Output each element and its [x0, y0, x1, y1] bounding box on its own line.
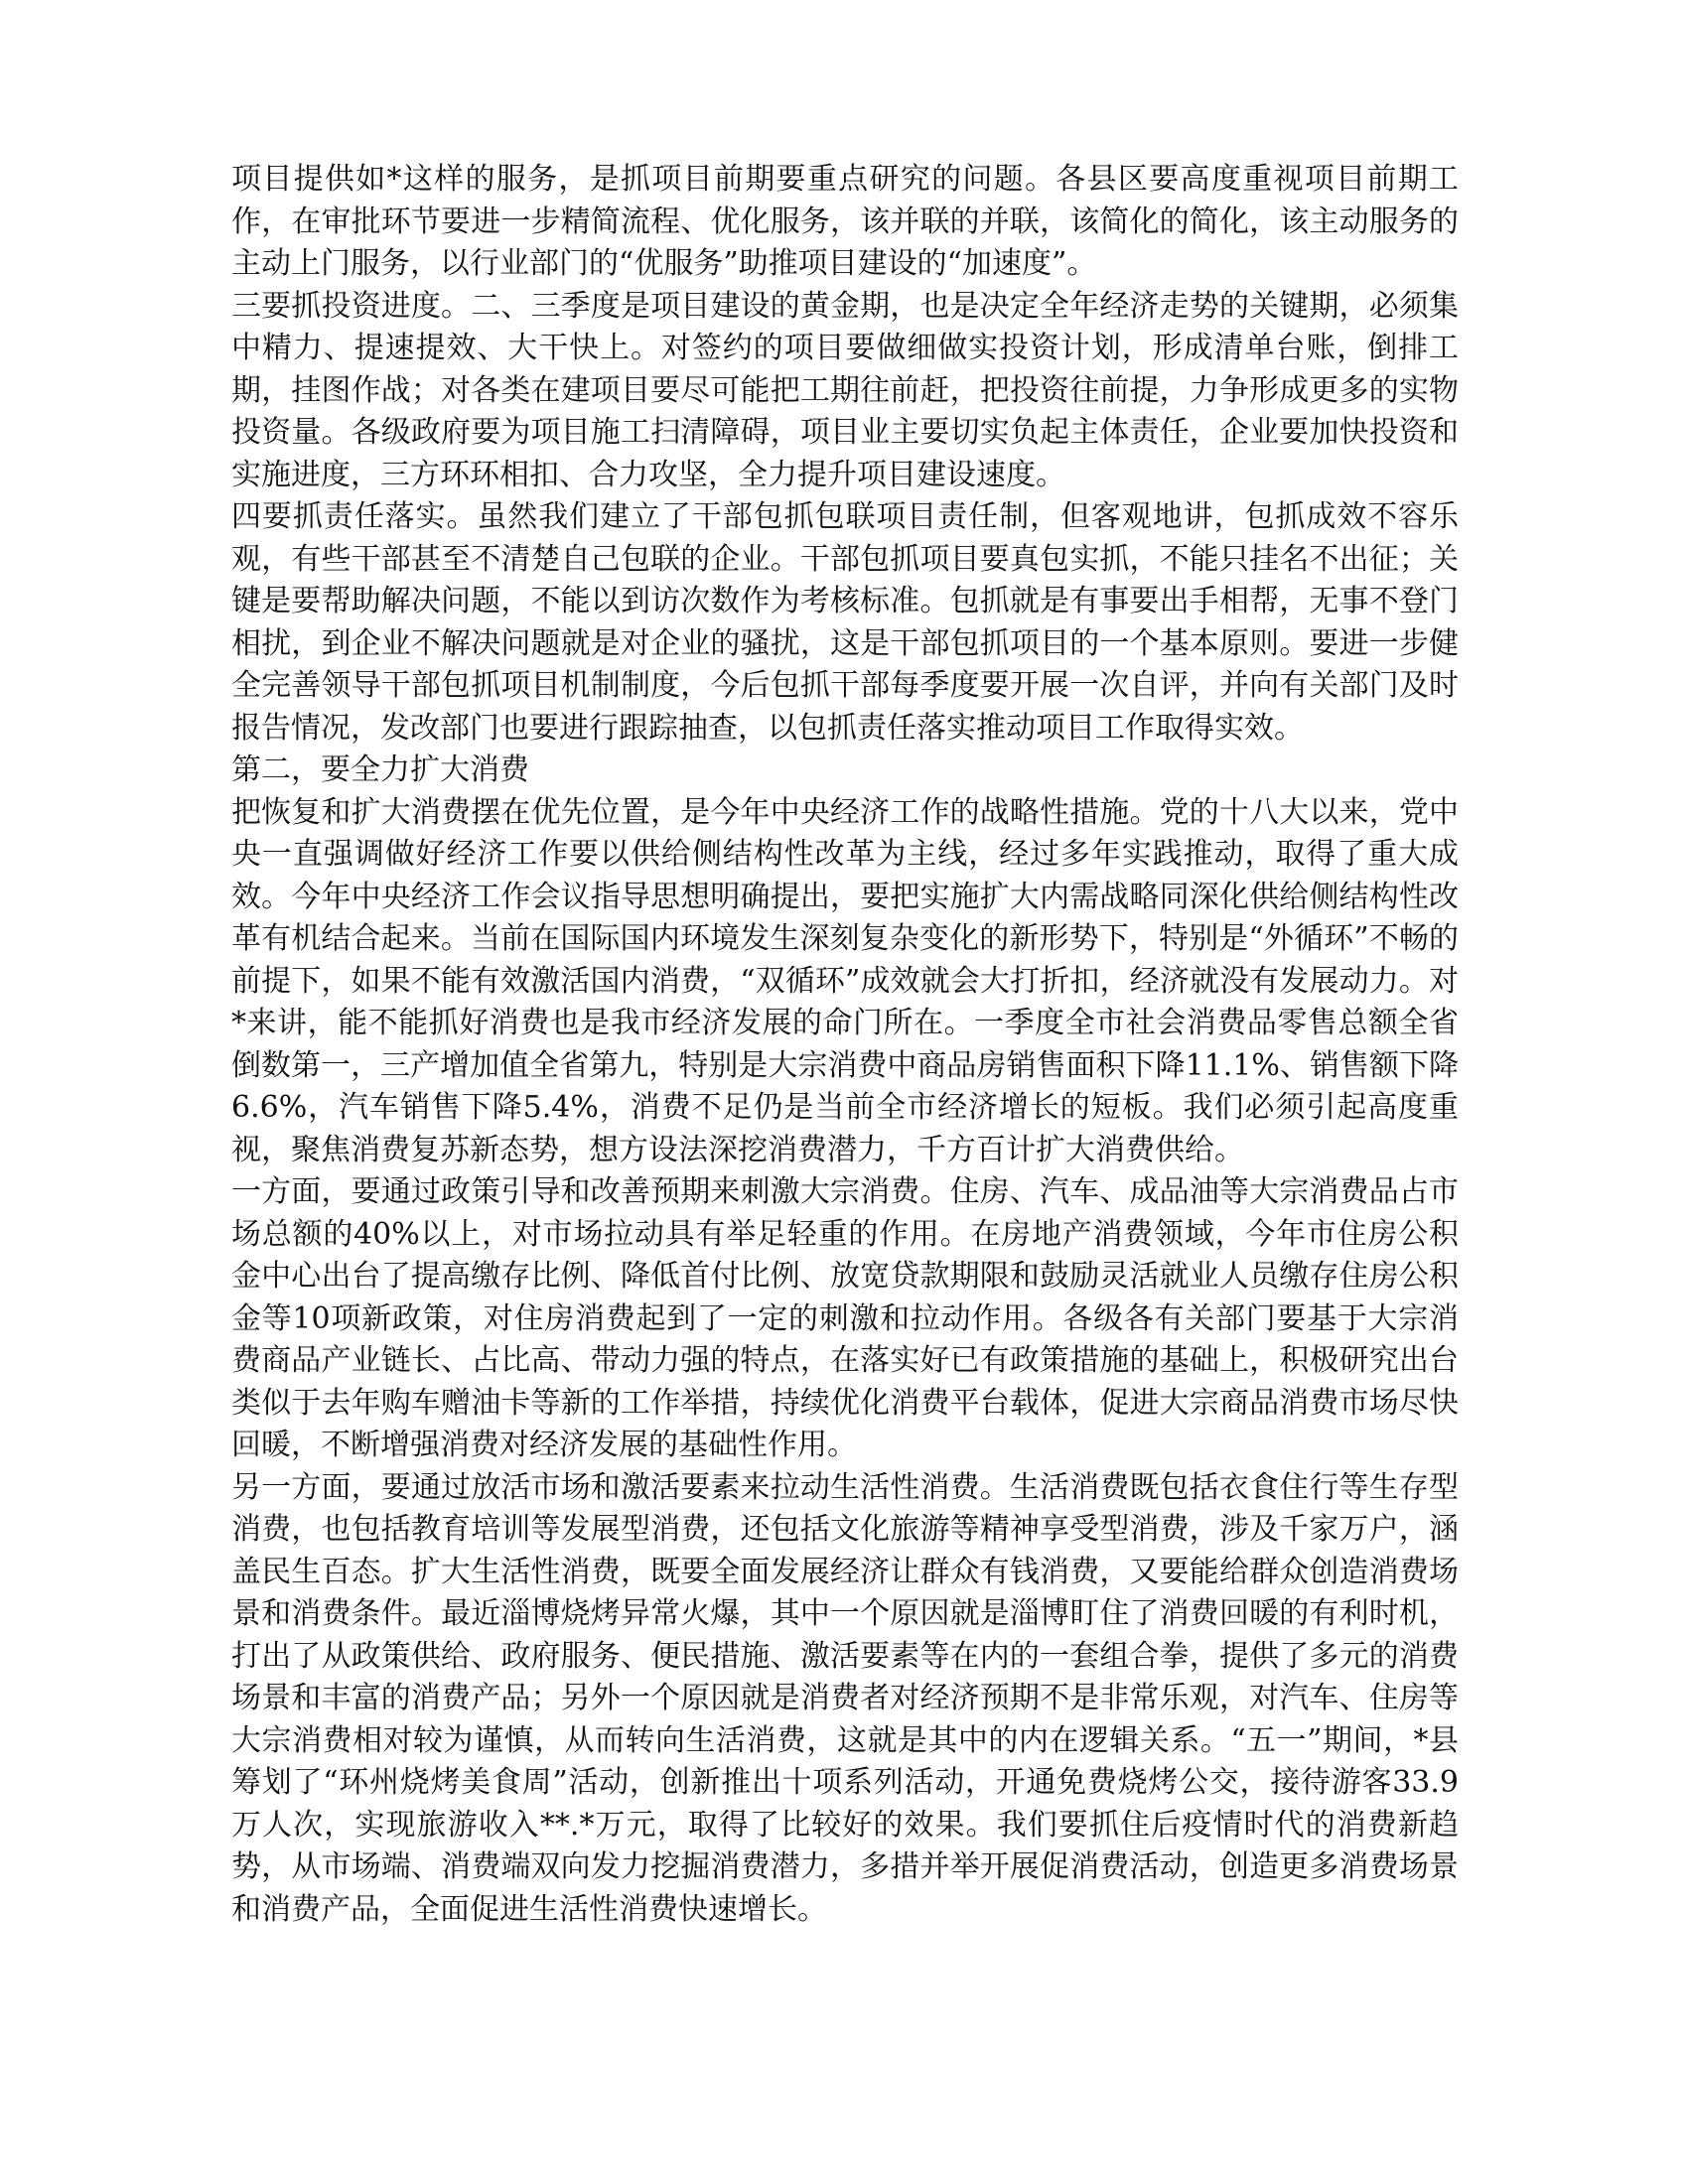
paragraph-responsibility: 四要抓责任落实。虽然我们建立了干部包抓包联项目责任制，但客观地讲，包抓成效不容乐观，有些干部甚至不清楚自己包联的企业。干部包抓项目要真包实抓，不能只挂名不出征；关键是要帮助解决问题，不能以到访次数作为考核标准。包抓就是有事要出手相帮，无事不登门相扰，到企业不解决问题就是对企业的骚扰，这是干部包抓项目的一个基本原则。要进一步健全完善领导干部包抓项目机制制度，今后包抓干部每季度要开展一次自评，并向有关部门及时报告情况，发改部门也要进行跟踪抽查，以包抓责任落实推动项目工作取得实效。: [231, 499, 1459, 746]
paragraph-consumption-priority: 把恢复和扩大消费摆在优先位置，是今年中央经济工作的战略性措施。党的十八大以来，党中央一直强调做好经济工作要以供给侧结构性改革为主线，经过多年实践推动，取得了重大成效。今年中央经济工作会议指导思想明确提出，要把实施扩大内需战略同深化供给侧结构性改革有机结合起来。当前在国际国内环境发生深刻复杂变化的新形势下，特别是“外循环”不畅的前提下，如果不能有效激活国内消费，“双循环”成效就会大打折扣，经济就没有发展动力。对*来讲，能不能抓好消费也是我市经济发展的命门所在。一季度全市社会消费品零售总额全省倒数第一，三产增加值全省第九，特别是大宗消费中商品房销售面积下降11.1%、销售额下降6.6%，汽车销售下降5.4%，消费不足仍是当前全市经济增长的短板。我们必须引起高度重视，聚焦消费复苏新态势，想方设法深挖消费潜力，千方百计扩大消费供给。: [231, 794, 1459, 1167]
paragraph-investment-progress: 三要抓投资进度。二、三季度是项目建设的黄金期，也是决定全年经济走势的关键期，必须集中精力、提速提效、大干快上。对签约的项目要做细做实投资计划，形成清单台账，倒排工期，挂图作战；对各类在建项目要尽可能把工期往前赶，把投资往前提，力争形成更多的实物投资量。各级政府要为项目施工扫清障碍，项目业主要切实负起主体责任，企业要加快投资和实施进度，三方环环相扣、合力攻坚，全力提升项目建设速度。: [231, 288, 1459, 492]
section-heading-consumption: 第二，要全力扩大消费: [231, 752, 529, 787]
paragraph-lifestyle-consumption: 另一方面，要通过放活市场和激活要素来拉动生活性消费。生活消费既包括衣食住行等生存型消费，也包括教育培训等发展型消费，还包括文化旅游等精神享受型消费，涉及千家万户，涵盖民生百态。扩大生活性消费，既要全面发展经济让群众有钱消费，又要能给群众创造消费场景和消费条件。最近淄博烧烤异常火爆，其中一个原因就是淄博盯住了消费回暖的有利时机，打出了从政策供给、政府服务、便民措施、激活要素等在内的一套组合拳，提供了多元的消费场景和丰富的消费产品；另外一个原因就是消费者对经济预期不是非常乐观，对汽车、住房等大宗消费相对较为谨慎，从而转向生活消费，这就是其中的内在逻辑关系。“五一”期间，*县筹划了“环州烧烤美食周”活动，创新推出十项系列活动，开通免费烧烤公交，接待游客33.9万人次，实现旅游收入**.*万元，取得了比较好的效果。我们要抓住后疫情时代的消费新趋势，从市场端、消费端双向发力挖掘消费潜力，多措并举开展促消费活动，创造更多消费场景和消费产品，全面促进生活性消费快速增长。: [231, 1469, 1459, 1927]
paragraph-bulk-consumption: 一方面，要通过政策引导和改善预期来刺激大宗消费。住房、汽车、成品油等大宗消费品占市场总额的40%以上，对市场拉动具有举足轻重的作用。在房地产消费领域，今年市住房公积金中心出台了提高缴存比例、降低首付比例、放宽贷款期限和鼓励灵活就业人员缴存住房公积金等10项新政策，对住房消费起到了一定的刺激和拉动作用。各级各有关部门要基于大宗消费商品产业链长、占比高、带动力强的特点，在落实好已有政策措施的基础上，积极研究出台类似于去年购车赠油卡等新的工作举措，持续优化消费平台载体，促进大宗商品消费市场尽快回暖，不断增强消费对经济发展的基础性作用。: [231, 1174, 1459, 1462]
paragraph-project-services: 项目提供如*这样的服务，是抓项目前期要重点研究的问题。各县区要高度重视项目前期工作，在审批环节要进一步精简流程、优化服务，该并联的并联，该简化的简化，该主动服务的主动上门服务，以行业部门的“优服务”助推项目建设的“加速度”。: [231, 162, 1459, 281]
document-body: [231, 159, 1459, 1931]
